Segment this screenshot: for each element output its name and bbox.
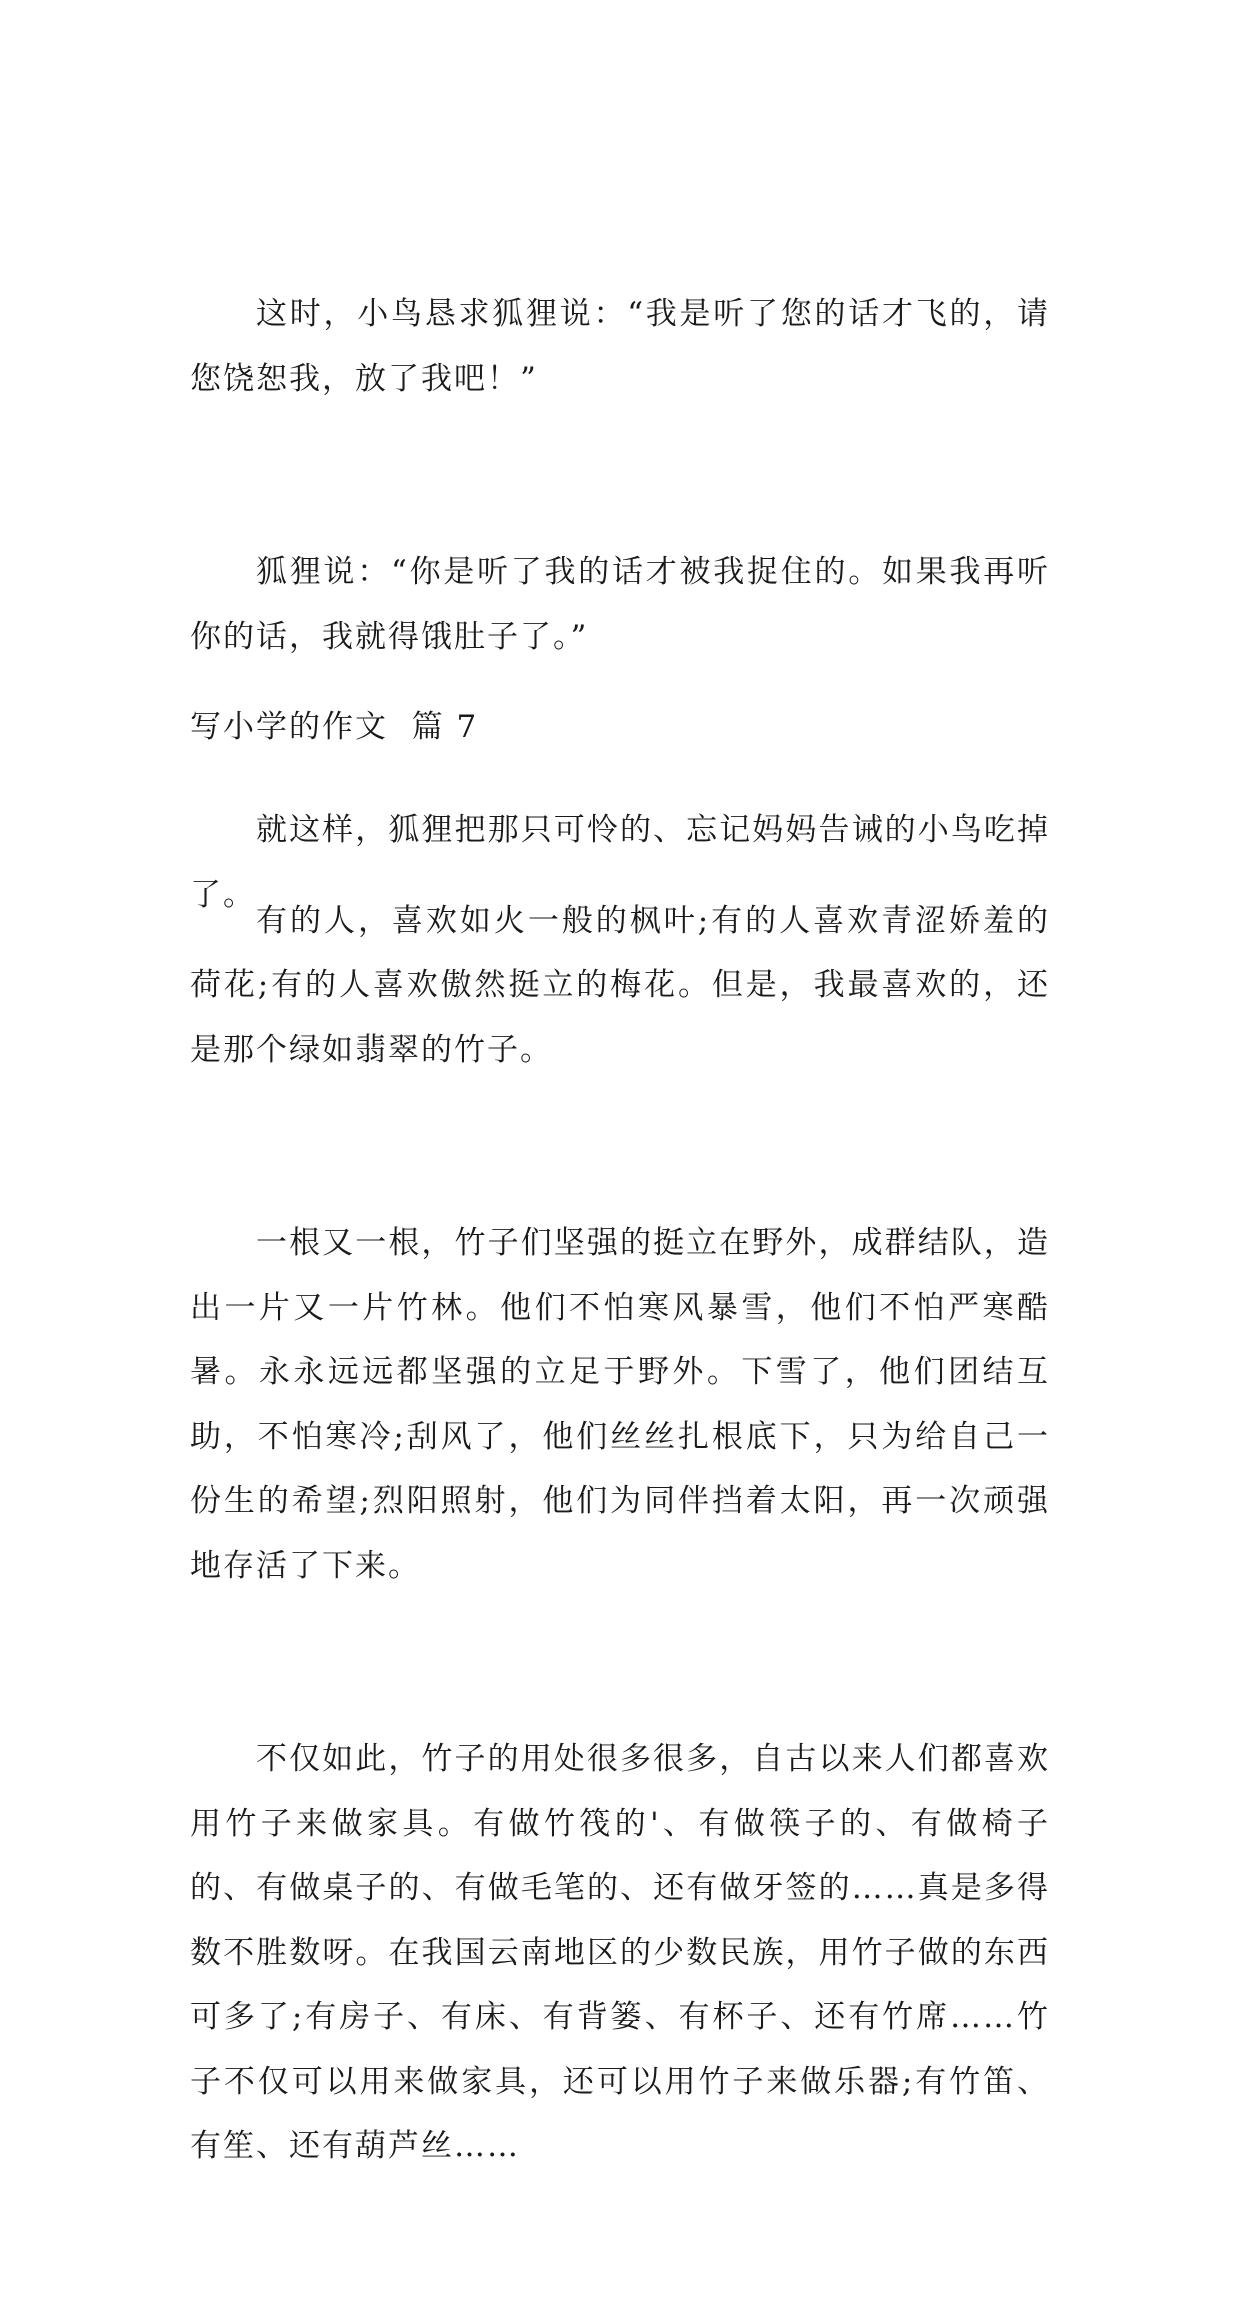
essay-7-heading: 写小学的作文 篇 7 <box>190 709 479 745</box>
essay-7-section <box>190 566 1050 2308</box>
paragraph-fox-replies: 狐狸说：“你是听了我的话才被我捉住的。如果我再听你的话，我就得饿肚子了。” <box>190 554 1050 655</box>
paragraph-bamboo-uses: 不仅如此，竹子的用处很多很多，自古以来人们都喜欢用竹子来做家具。有做竹筏的'、有做筷子的、有做椅子的、有做桌子的、有做毛笔的、还有做牙签的……真是多得数不胜数呀。在我国云南地区的少数民族，用竹子做的东西可多了;有房子、有床、有背篓、有杯子、还有竹席……竹子不仅可以用来做家具，还可以用竹子来做乐器;有竹笛、有笙、还有葫芦丝…… <box>190 1741 1050 2164</box>
paragraph-bamboo-strength: 一根又一根，竹子们坚强的挺立在野外，成群结队，造出一片又一片竹林。他们不怕寒风暴雪，他们不怕严寒酷暑。永永远远都坚强的立足于野外。下雪了，他们团结互助，不怕寒冷;刮风了，他们丝丝扎根底下，只为给自己一份生的希望;烈阳照射，他们为同伴挡着太阳，再一次顽强地存活了下来。 <box>190 1225 1050 1584</box>
paragraph-bird-pleads: 这时，小鸟恳求狐狸说：“我是听了您的话才飞的，请您饶恕我，放了我吧！” <box>190 296 1050 397</box>
paragraph-story-conclusion: 就这样，狐狸把那只可怜的、忘记妈妈告诫的小鸟吃掉了。 <box>190 812 1050 913</box>
paragraph-favorite-bamboo: 有的人，喜欢如火一般的枫叶;有的人喜欢青涩娇羞的荷花;有的人喜欢傲然挺立的梅花。但是，我最喜欢的，还是那个绿如翡翠的竹子。 <box>190 902 1050 1068</box>
